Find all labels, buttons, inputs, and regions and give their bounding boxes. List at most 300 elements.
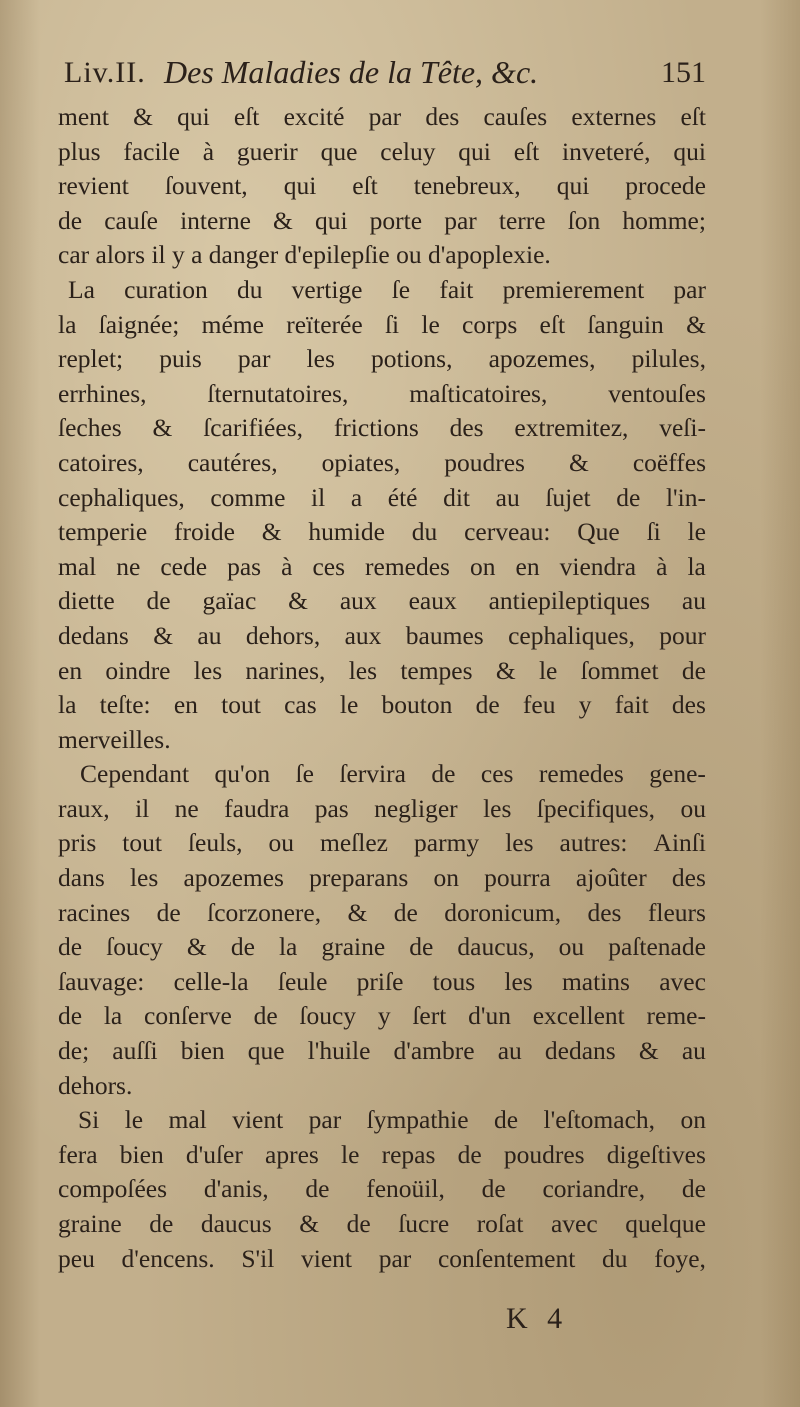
word: les <box>306 344 335 374</box>
word: ſeule <box>277 966 328 996</box>
word: daucus <box>200 1209 272 1238</box>
line-text <box>58 446 706 481</box>
line-text <box>58 1138 706 1173</box>
text-line <box>58 1138 706 1173</box>
word: remedes <box>538 759 624 789</box>
word: potions, <box>370 344 453 374</box>
word: negliger <box>374 793 458 823</box>
word: temperie <box>58 517 148 547</box>
word: des <box>671 863 706 893</box>
word: qui <box>673 136 706 166</box>
word: & <box>186 932 207 962</box>
word: ſeches <box>58 413 122 443</box>
word: été <box>387 482 418 512</box>
word: oindre <box>105 655 171 685</box>
word: & <box>299 1209 320 1238</box>
word: eſt <box>352 171 378 201</box>
word: reme- <box>646 1001 706 1031</box>
line-text <box>58 550 706 585</box>
word: au <box>681 1036 706 1066</box>
word: matins <box>561 966 630 996</box>
text-line <box>58 584 706 619</box>
word: repas <box>381 1139 436 1169</box>
word: d'encens. <box>121 1243 215 1273</box>
word: interne <box>180 205 251 235</box>
word: gaïac <box>202 586 257 616</box>
word: aux <box>344 620 382 650</box>
text-line <box>58 930 706 965</box>
word: l'in- <box>665 482 706 512</box>
word: dit <box>443 482 471 512</box>
word: corps <box>462 309 518 339</box>
word: de <box>681 1174 706 1204</box>
word: comme <box>210 482 286 512</box>
line-text <box>78 1103 706 1138</box>
word: d'un <box>468 1001 511 1031</box>
word: ſujet <box>545 482 591 512</box>
word: & <box>288 586 308 616</box>
text-line <box>58 446 706 481</box>
line-text: dehors. <box>58 1070 133 1100</box>
line-text <box>58 135 706 170</box>
line-text <box>58 204 706 239</box>
word: pour <box>659 620 706 650</box>
text-line <box>58 342 706 377</box>
word: procede <box>625 171 706 201</box>
line-text <box>58 515 706 550</box>
word: tous <box>432 966 476 996</box>
word: cephaliques, <box>58 482 185 512</box>
word: feu <box>522 690 556 720</box>
word: celuy <box>380 136 436 166</box>
line-text <box>58 1172 706 1207</box>
word: ſcarifiées, <box>203 413 303 443</box>
word: de <box>393 897 418 927</box>
word: ou <box>680 793 706 823</box>
word: à <box>202 136 215 166</box>
word: ſi <box>384 309 400 339</box>
word: pilules, <box>631 344 706 374</box>
word: qui <box>556 171 590 201</box>
book-page <box>58 40 708 1370</box>
word: vertige <box>291 274 363 304</box>
word: premierement <box>502 274 645 304</box>
word: qu'on <box>214 759 271 789</box>
word: les <box>129 863 159 893</box>
word: de <box>616 482 641 512</box>
word: opiates, <box>321 447 401 477</box>
word: foye, <box>654 1243 706 1273</box>
word: ces <box>480 759 514 789</box>
word: ventouſes <box>608 378 706 408</box>
word: de <box>681 655 706 685</box>
word: de <box>156 897 181 927</box>
word: celle-la <box>173 966 249 996</box>
line-text <box>80 757 706 792</box>
word: les <box>348 655 378 685</box>
word: y <box>578 690 592 720</box>
word: homme; <box>622 205 706 235</box>
word: cede <box>160 551 208 581</box>
word: cautéres, <box>187 447 278 477</box>
word: ſcorzonere, <box>207 897 322 927</box>
word: de <box>346 1209 371 1238</box>
text-line <box>58 550 706 585</box>
word: catoires, <box>58 447 144 477</box>
word: ſternutatoires, <box>207 378 349 408</box>
word: ſommet <box>580 655 659 685</box>
word: facile <box>123 136 180 166</box>
word: coëffes <box>632 447 706 477</box>
word: on <box>680 1105 706 1135</box>
word: eſt <box>539 309 566 339</box>
word: cauſes <box>483 102 548 131</box>
word: à <box>656 551 668 581</box>
word: la <box>58 690 77 720</box>
word: S'il <box>241 1243 275 1273</box>
line-text <box>58 169 706 204</box>
word: de <box>58 1001 83 1031</box>
line-text <box>58 861 706 896</box>
line-text <box>58 100 706 135</box>
word: plus <box>58 136 101 166</box>
word: la <box>103 1001 123 1031</box>
word: excité <box>283 102 345 131</box>
word: ſi <box>646 517 661 547</box>
word: tempes <box>400 655 473 685</box>
word: de <box>457 1139 482 1169</box>
word: puis <box>159 344 202 374</box>
word: y <box>377 1001 391 1031</box>
text-line <box>58 204 706 239</box>
word: bien <box>119 1139 164 1169</box>
word: inveteré, <box>562 136 651 166</box>
word: de <box>431 759 456 789</box>
word: dedans <box>544 1036 616 1066</box>
word: de <box>305 1174 330 1204</box>
word: de <box>475 690 500 720</box>
word: on <box>470 551 496 581</box>
text-line <box>58 169 706 204</box>
word: il <box>311 482 326 512</box>
word: & <box>638 1036 659 1066</box>
word: preparans <box>309 863 409 893</box>
word: les <box>483 793 512 823</box>
word: des <box>671 690 706 720</box>
word: viendra <box>559 551 637 581</box>
word: à <box>281 551 293 581</box>
line-text <box>58 1207 706 1242</box>
word: par <box>378 1243 412 1273</box>
word: tout <box>221 690 261 720</box>
word: qui <box>177 102 210 131</box>
line-text <box>58 308 706 343</box>
word: au <box>197 620 222 650</box>
line-text <box>58 965 706 1000</box>
word: qui <box>458 136 491 166</box>
text-line <box>58 1034 706 1069</box>
word: eſt <box>513 136 540 166</box>
word: pourra <box>484 863 551 893</box>
word: & <box>686 309 706 339</box>
word: curation <box>124 274 208 304</box>
word: meſlez <box>320 828 388 858</box>
word: avec <box>659 966 706 996</box>
word: apozemes <box>183 863 284 893</box>
word: en <box>515 551 540 581</box>
word: poudres <box>444 447 525 477</box>
body-text <box>58 100 706 1276</box>
line-text <box>58 1034 706 1069</box>
word: cerveau: <box>464 517 551 547</box>
word: cephaliques, <box>508 620 635 650</box>
text-line <box>58 619 706 654</box>
word: cas <box>284 690 317 720</box>
word: ſpecifiques, <box>536 793 656 823</box>
word: Si <box>78 1105 100 1135</box>
word: conſerve <box>144 1001 232 1031</box>
word: tout <box>122 828 162 858</box>
word: la <box>278 932 298 962</box>
text-line <box>58 238 706 273</box>
word: de; <box>58 1036 90 1066</box>
word: par <box>444 205 477 235</box>
running-title: Des Maladies de la Tête, &c. <box>164 54 539 90</box>
word: ſouvent, <box>164 171 248 201</box>
text-line <box>58 688 706 723</box>
word: le <box>341 1139 360 1169</box>
word: veſi- <box>659 413 706 443</box>
text-line <box>58 1242 706 1277</box>
word: ſervira <box>339 759 406 789</box>
word: pas <box>314 793 349 823</box>
signature-mark: K 4 <box>506 1302 569 1335</box>
text-line <box>58 654 706 689</box>
text-line <box>58 1103 706 1138</box>
word: ſympathie <box>366 1105 469 1135</box>
word: de <box>409 932 434 962</box>
word: & <box>152 413 173 443</box>
word: ces <box>312 551 346 581</box>
word: ou <box>558 932 585 962</box>
word: dedans <box>58 620 129 650</box>
word: qui <box>283 171 317 201</box>
word: graine <box>321 932 386 962</box>
word: d'ambre <box>393 1036 475 1066</box>
word: dehors, <box>245 620 321 650</box>
word: gene- <box>649 759 706 789</box>
line-text <box>58 999 706 1034</box>
word: de <box>253 1001 278 1031</box>
word: conſentement <box>437 1243 576 1273</box>
line-text <box>68 273 706 308</box>
word: ſeuls, <box>187 828 243 858</box>
word: des <box>449 413 484 443</box>
word: ne <box>174 793 199 823</box>
word: on <box>433 863 459 893</box>
word: les <box>504 966 533 996</box>
word: de <box>494 1105 519 1135</box>
word: en <box>173 690 198 720</box>
word: de <box>58 205 83 235</box>
word: la <box>58 309 77 339</box>
word: La <box>68 274 95 304</box>
text-line <box>58 965 706 1000</box>
word: du <box>602 1243 628 1273</box>
word: fera <box>58 1139 98 1169</box>
line-text <box>58 342 706 377</box>
word: digeſtives <box>606 1139 706 1169</box>
word: en <box>58 655 83 685</box>
word: compoſées <box>58 1174 168 1204</box>
word: vient <box>232 1105 284 1135</box>
text-line <box>58 135 706 170</box>
word: priſe <box>356 966 404 996</box>
word: daucus, <box>457 932 535 962</box>
word: apozemes, <box>488 344 596 374</box>
word: par <box>673 274 706 304</box>
word: Cependant <box>80 759 190 789</box>
word: fait <box>614 690 649 720</box>
word: poudres <box>503 1139 585 1169</box>
word: remedes <box>365 551 450 581</box>
word: auſſi <box>112 1036 158 1066</box>
word: errhines, <box>58 378 147 408</box>
text-line <box>58 792 706 827</box>
word: terre <box>498 205 546 235</box>
word: bouton <box>381 690 453 720</box>
line-text <box>58 930 706 965</box>
word: il <box>135 793 150 823</box>
word: eaux <box>408 586 457 616</box>
word: a <box>350 482 363 512</box>
word: de <box>230 932 255 962</box>
word: pas <box>227 551 262 581</box>
word: & <box>495 655 516 685</box>
text-line <box>58 411 706 446</box>
word: narines, <box>245 655 326 685</box>
word: & <box>153 620 174 650</box>
word: apres <box>265 1139 319 1169</box>
word: & <box>261 517 282 547</box>
word: ou <box>268 828 295 858</box>
word: par <box>237 344 271 374</box>
line-text <box>58 481 706 516</box>
word: l'huile <box>307 1036 371 1066</box>
word: de <box>146 586 171 616</box>
word: revient <box>58 171 129 201</box>
word: de <box>149 1209 174 1238</box>
line-text: car alors il y a danger d'epilepſie ou d'apoplexie. <box>58 240 551 270</box>
text-line <box>58 100 706 135</box>
word: porte <box>369 205 423 235</box>
word: parmy <box>414 828 480 858</box>
text-line <box>58 896 706 931</box>
word: le <box>339 690 359 720</box>
text-line <box>58 273 706 308</box>
word: & <box>568 447 589 477</box>
line-text <box>58 377 706 412</box>
line-text <box>58 619 706 654</box>
word: la <box>687 551 706 581</box>
word: reïterée <box>286 309 363 339</box>
line-text <box>58 584 706 619</box>
page-number: 151 <box>661 56 706 89</box>
text-line <box>58 1069 706 1104</box>
word: que <box>320 136 358 166</box>
word: des <box>587 897 622 927</box>
text-line <box>58 377 706 412</box>
word: eſt <box>233 102 260 131</box>
word: des <box>425 102 460 131</box>
word: fleurs <box>647 897 706 927</box>
word: cauſe <box>104 205 158 235</box>
word: & <box>133 102 153 131</box>
word: au <box>497 1036 522 1066</box>
word: teſte: <box>99 690 151 720</box>
word: doronicum, <box>444 897 562 927</box>
word: aux <box>339 586 377 616</box>
text-line <box>58 1207 706 1242</box>
word: l'eſtomach, <box>543 1105 656 1135</box>
word: de <box>58 932 83 962</box>
word: peu <box>58 1243 95 1273</box>
word: ſert <box>412 1001 447 1031</box>
word: guerir <box>236 136 298 166</box>
text-line <box>58 515 706 550</box>
word: raux, <box>58 793 110 823</box>
text-line <box>58 1172 706 1207</box>
word: que <box>247 1036 285 1066</box>
word: racines <box>58 897 131 927</box>
word: ſanguin <box>587 309 664 339</box>
line-text <box>58 654 706 689</box>
line-text <box>58 411 706 446</box>
word: paſtenade <box>608 932 706 962</box>
word: d'anis, <box>203 1174 269 1204</box>
word: le <box>687 517 706 547</box>
word: du <box>236 274 263 304</box>
word: frictions <box>333 413 419 443</box>
word: mal <box>168 1105 207 1135</box>
word: le <box>421 309 440 339</box>
word: eſt <box>680 102 706 131</box>
word: ne <box>116 551 141 581</box>
word: humide <box>308 517 385 547</box>
word: extremitez, <box>514 413 629 443</box>
word: & <box>347 897 368 927</box>
word: fenoüil, <box>366 1174 445 1204</box>
word: le <box>538 655 558 685</box>
word: fait <box>439 274 474 304</box>
text-line <box>58 826 706 861</box>
text-line <box>58 757 706 792</box>
word: diette <box>58 586 115 616</box>
word: avec <box>550 1209 598 1238</box>
word: replet; <box>58 344 124 374</box>
word: excellent <box>532 1001 625 1031</box>
word: graine <box>58 1209 122 1238</box>
word: dans <box>58 863 105 893</box>
word: froide <box>174 517 235 547</box>
word: ſon <box>567 205 601 235</box>
word: ſucre <box>398 1209 450 1238</box>
line-text <box>58 896 706 931</box>
word: les <box>193 655 223 685</box>
word: faudra <box>224 793 290 823</box>
word: bien <box>180 1036 225 1066</box>
word: d'uſer <box>185 1139 243 1169</box>
